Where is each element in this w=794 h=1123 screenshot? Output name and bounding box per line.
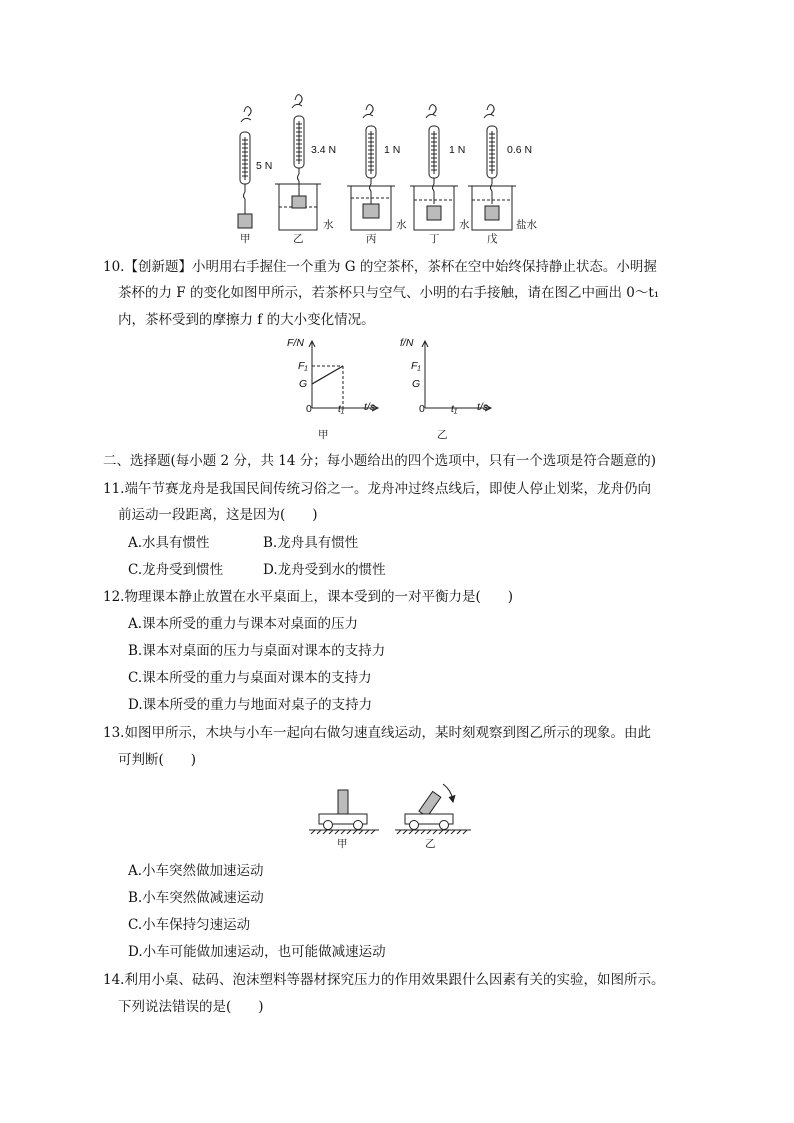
q13-option-a: A.小车突然做加速运动	[128, 863, 264, 879]
caption-ding: 丁	[429, 233, 440, 245]
graph-right-caption: 乙	[437, 429, 448, 441]
spring-label-jia: 5 N	[256, 160, 273, 172]
graph-left-ylabel: F/N	[287, 337, 304, 349]
cart-caption-yi: 乙	[425, 838, 436, 850]
cart-caption-jia: 甲	[337, 838, 348, 850]
spring-label-ding: 1 N	[449, 144, 466, 156]
graph-left-ytick-g: G	[299, 378, 308, 390]
q13-option-d: D.小车可能做加速运动，也可能做减速运动	[128, 944, 386, 960]
q13-option-b: B.小车突然做减速运动	[128, 890, 264, 906]
q10-line1: 10.【创新题】小明用右手握住一个重为 G 的空茶杯，茶杯在空中始终保持静止状态。小明握	[103, 259, 657, 275]
liquid-label-wu: 盐水	[516, 219, 537, 231]
spring-label-bing: 1 N	[384, 144, 401, 156]
spring-scale-yi	[275, 95, 321, 230]
graph-right-ytick-f1: F₁	[411, 360, 421, 372]
q11-option-b: B.龙舟具有惯性	[263, 535, 359, 551]
q11-option-d: D.龙舟受到水的惯性	[263, 562, 386, 578]
spring-scale-ding	[410, 105, 458, 230]
graph-left-origin: 0	[306, 403, 312, 415]
graph-left-ytick-f1: F₁	[298, 360, 308, 372]
cart-figure	[305, 780, 475, 840]
caption-yi: 乙	[293, 233, 304, 245]
q13-line1: 13.如图甲所示，木块与小车一起向右做匀速直线运动，某时刻观察到图乙所示的现象。由此	[103, 725, 651, 741]
q14-line1: 14.利用小桌、砝码、泡沫塑料等器材探究压力的作用效果跟什么因素有关的实验，如图所示。	[103, 972, 665, 988]
liquid-label-bing: 水	[396, 219, 407, 231]
q12-option-c: C.课本所受的重力与桌面对课本的支持力	[128, 670, 372, 686]
spring-label-wu: 0.6 N	[507, 144, 533, 156]
spring-scale-jia	[238, 107, 252, 228]
section2-heading: 二、选择题(每小题 2 分，共 14 分；每小题给出的四个选项中，只有一个选项是符合题意的)	[103, 453, 656, 469]
spring-label-yi: 3.4 N	[311, 144, 337, 156]
graph-left-xtick: t₁	[338, 403, 345, 415]
q11-option-a: A.水具有惯性	[128, 535, 210, 551]
graph-right-origin: 0	[419, 403, 425, 415]
q13-line2: 可判断( )	[118, 752, 197, 768]
liquid-label-ding: 水	[459, 219, 470, 231]
q12-option-a: A.课本所受的重力与课本对桌面的压力	[128, 616, 359, 632]
q11-line2: 前运动一段距离，这是因为( )	[118, 507, 318, 523]
graph-right-xtick: t₁	[451, 403, 458, 415]
graph-right-ylabel: f/N	[400, 337, 414, 349]
caption-bing: 丙	[366, 233, 377, 245]
graph-left-caption: 甲	[318, 429, 329, 441]
caption-jia: 甲	[240, 233, 251, 245]
liquid-label-yi: 水	[323, 219, 334, 231]
spring-scale-wu	[468, 105, 516, 230]
q13-option-c: C.小车保持匀速运动	[128, 917, 251, 933]
graph-right-xlabel: t/s	[477, 401, 489, 413]
caption-wu: 戊	[487, 233, 498, 245]
q10-line3: 内，茶杯受到的摩擦力 f 的大小变化情况。	[118, 312, 375, 328]
graph-left-xlabel: t/s	[364, 401, 376, 413]
spring-scale-figure	[225, 92, 555, 244]
graph-right-ytick-g: G	[412, 378, 421, 390]
q12-line1: 12.物理课本静止放置在水平桌面上，课本受到的一对平衡力是( )	[103, 589, 514, 605]
q11-line1: 11.端午节赛龙舟是我国民间传统习俗之一。龙舟冲过终点线后，即使人停止划桨，龙舟仍向	[103, 481, 651, 497]
q11-option-c: C.龙舟受到惯性	[128, 562, 224, 578]
q12-option-d: D.课本所受的重力与地面对桌子的支持力	[128, 697, 373, 713]
q10-line2: 茶杯的力 F 的变化如图甲所示，若茶杯只与空气、小明的右手接触，请在图乙中画出 0～t₁	[118, 285, 660, 301]
spring-scale-bing	[347, 105, 395, 230]
q12-option-b: B.课本对桌面的压力与桌面对课本的支持力	[128, 643, 386, 659]
q14-line2: 下列说法错误的是( )	[118, 999, 264, 1015]
